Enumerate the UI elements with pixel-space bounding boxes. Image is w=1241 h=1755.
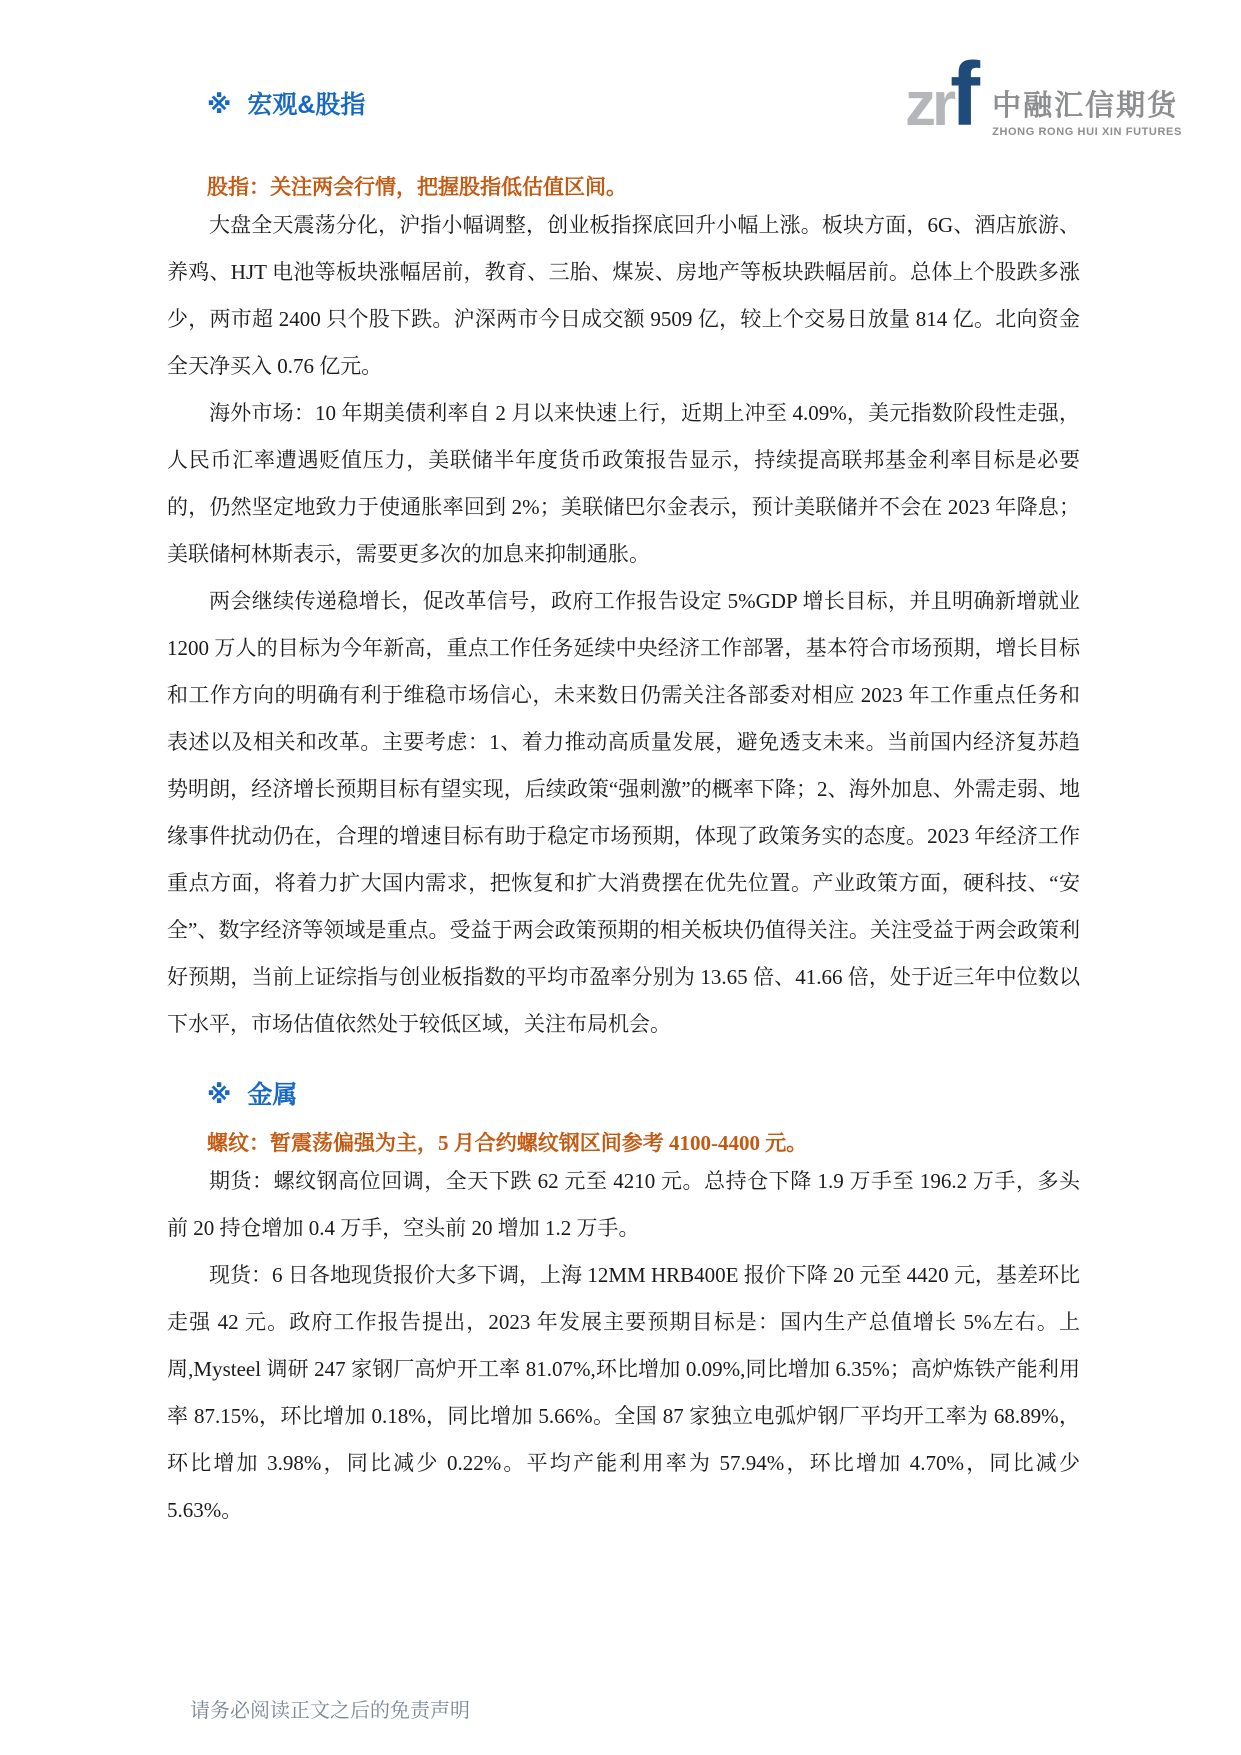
company-name-en: ZHONG RONG HUI XIN FUTURES	[992, 126, 1182, 138]
section-marker-icon: ※	[207, 91, 232, 119]
paragraph-rebar-spot: 现货：6 日各地现货报价大多下调，上海 12MM HRB400E 报价下降 20 元至 4420 元，基差环比走强 42 元。政府工作报告提出，2023 年发展主要预期目标是：国内生产总值增长 5%左右。上周,Mysteel 调研 247 家钢厂高炉开工率 81.07%,环比增加 0.09%,同比增加 6.35%；高炉炼铁产能利用率 87.15%，环比增加 0.18%，同比增加 5.66%。全国 87 家独立电弧炉钢厂平均开工率为 68.89%，环比增加 3.98%，同比减少 0.22%。平均产能利用率为 57.94%，环比增加 4.70%，同比减少 5.63%。	[167, 1263, 1080, 1522]
headline-stock-index: 股指：关注两会行情，把握股指低估值区间。	[207, 175, 627, 199]
disclaimer-notice: 请务必阅读正文之后的免责声明	[190, 1700, 470, 1722]
paragraph-market-review: 大盘全天震荡分化，沪指小幅调整，创业板指探底回升小幅上涨。板块方面，6G、酒店旅游、养鸡、HJT 电池等板块涨幅居前，教育、三胎、煤炭、房地产等板块跌幅居前。总体上个股跌多涨少，两市超 2400 只个股下跌。沪深两市今日成交额 9509 亿，较上个交易日放量 814 亿。北向资金全天净买入 0.76 亿元。	[167, 213, 1080, 378]
report-body	[167, 0, 1080, 1534]
section-marker-icon: ※	[207, 1081, 232, 1109]
headline-rebar: 螺纹：暂震荡偏强为主，5 月合约螺纹钢区间参考 4100-4400 元。	[207, 1131, 808, 1155]
section-title-macro-equity	[207, 88, 1080, 122]
company-name-cn: 中融汇信期货	[992, 90, 1179, 122]
paragraph-two-sessions-analysis: 两会继续传递稳增长，促改革信号，政府工作报告设定 5%GDP 增长目标，并且明确新增就业 1200 万人的目标为今年新高，重点工作任务延续中央经济工作部署，基本符合市场预期，增长目标和工作方向的明确有利于维稳市场信心，未来数日仍需关注各部委对相应 2023 年工作重点任务和表述以及相关和改革。主要考虑：1、着力推动高质量发展，避免透支未来。当前国内经济复苏趋势明朗，经济增长预期目标有望实现，后续政策“强刺激”的概率下降；2、海外加息、外需走弱、地缘事件扰动仍在，合理的增速目标有助于稳定市场预期，体现了政策务实的态度。2023 年经济工作重点方面，将着力扩大国内需求，把恢复和扩大消费摆在优先位置。产业政策方面，硬科技、“安全”、数字经济等领域是重点。受益于两会政策预期的相关板块仍值得关注。关注受益于两会政策利好预期，当前上证综指与创业板指数的平均市盈率分别为 13.65 倍、41.66 倍，处于近三年中位数以下水平，市场估值依然处于较低区域，关注布局机会。	[167, 589, 1080, 1036]
paragraph-rebar-futures: 期货：螺纹钢高位回调，全天下跌 62 元至 4210 元。总持仓下降 1.9 万手至 196.2 万手，多头前 20 持仓增加 0.4 万手，空头前 20 增加 1.2 万手。	[167, 1169, 1080, 1240]
section-title-text: 宏观&股指	[247, 91, 366, 119]
logo-letters-zr: zr	[905, 70, 953, 139]
section-title-text: 金属	[247, 1081, 298, 1109]
paragraph-overseas-market: 海外市场：10 年期美债利率自 2 月以来快速上行，近期上冲至 4.09%，美元指数阶段性走强，人民币汇率遭遇贬值压力，美联储半年度货币政策报告显示，持续提高联邦基金利率目标是必要的，仍然坚定地致力于使通胀率回到 2%；美联储巴尔金表示，预计美联储并不会在 2023 年降息；美联储柯林斯表示，需要更多次的加息来抑制通胀。	[167, 401, 1080, 566]
logo-letter-f: f	[950, 45, 981, 145]
section-title-metals	[207, 1078, 1080, 1112]
